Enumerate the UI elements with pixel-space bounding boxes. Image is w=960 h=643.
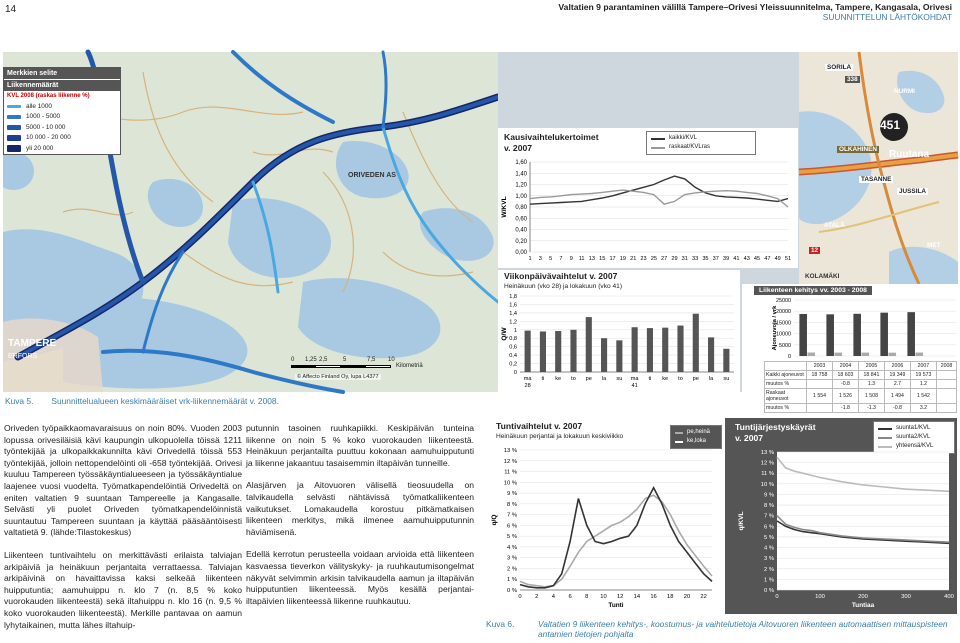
table-row-header: Raskaat ajoneuvot bbox=[765, 389, 807, 404]
region-label: Ruutana bbox=[889, 149, 929, 160]
legend-item-label: 10 000 - 20 000 bbox=[26, 134, 71, 142]
x-tick-label: la bbox=[708, 376, 714, 382]
x-tick-label: 35 bbox=[702, 256, 709, 262]
bar bbox=[525, 331, 531, 372]
x-tick-label: 10 bbox=[600, 594, 607, 600]
y-tick-label: 9 % bbox=[764, 492, 774, 499]
y-tick-label: 12 % bbox=[760, 460, 774, 467]
chart-title: Tuntijärjestyskäyrät bbox=[735, 422, 816, 432]
legend-kvl-label: KVL 2008 (raskas liikenne %) bbox=[7, 93, 90, 99]
scale-value: 2,5 bbox=[319, 357, 328, 363]
table-cell: -0.8 bbox=[884, 404, 910, 413]
y-tick-label: 0,00 bbox=[515, 250, 527, 256]
legend-item-label: yli 20 000 bbox=[26, 144, 54, 152]
y-tick-label: 6 % bbox=[764, 524, 774, 531]
legend-label: pe,heinä bbox=[687, 429, 711, 435]
scale-value: 7,5 bbox=[367, 357, 376, 363]
y-tick-label: 3 % bbox=[507, 555, 517, 562]
x-tick-label: 100 bbox=[815, 594, 825, 600]
legend-item bbox=[4, 122, 120, 133]
table-cell: 1 542 bbox=[910, 389, 936, 404]
place-label: ERFORS bbox=[8, 353, 38, 360]
y-tick-label: 11 % bbox=[504, 469, 517, 476]
table-cell: 19 349 bbox=[884, 371, 910, 380]
y-tick-label: 15000 bbox=[776, 320, 791, 327]
x-tick-label: 12 bbox=[616, 594, 624, 600]
road-number-label: 451 bbox=[880, 118, 901, 132]
chart-subtitle: v. 2007 bbox=[504, 143, 533, 153]
bar bbox=[889, 353, 897, 356]
y-tick-label: 0 bbox=[788, 354, 791, 360]
bar bbox=[723, 349, 729, 372]
y-tick-label: 0,60 bbox=[515, 216, 527, 223]
x-tick-label: 17 bbox=[609, 256, 616, 262]
legend-label: ke,loka bbox=[687, 438, 707, 444]
y-tick-label: 5000 bbox=[779, 342, 791, 349]
bar bbox=[907, 312, 915, 356]
y-tick-label: 1 % bbox=[507, 577, 517, 584]
x-tick-label: la bbox=[601, 376, 607, 382]
legend-swatch bbox=[7, 125, 21, 130]
legend-label: yhteensä/KVL bbox=[896, 443, 934, 449]
y-axis-label: Q/W bbox=[501, 327, 508, 341]
y-tick-label: 2 % bbox=[764, 566, 774, 573]
bar bbox=[632, 327, 638, 372]
legend-subtitle: Liikennemäärät bbox=[4, 79, 120, 91]
bar bbox=[540, 331, 546, 372]
table-cell: 3.2 bbox=[910, 404, 936, 413]
x-tick-label: ma bbox=[523, 376, 532, 382]
y-tick-label: 0,4 bbox=[509, 353, 517, 360]
x-tick-label: 2 bbox=[535, 594, 539, 600]
x-tick-label: 33 bbox=[692, 256, 699, 262]
y-tick-label: 2 % bbox=[507, 566, 517, 573]
chart-title: Liikenteen kehitys vv. 2003 - 2008 bbox=[754, 286, 872, 295]
x-tick-label: to bbox=[571, 376, 576, 382]
x-tick-label: 22 bbox=[700, 594, 707, 600]
x-tick-label: ke bbox=[555, 376, 562, 382]
table-header-cell: 2005 bbox=[858, 362, 884, 371]
table-cell: 1 526 bbox=[832, 389, 858, 404]
x-tick-label: 300 bbox=[901, 594, 911, 600]
paragraph: Oriveden työpaikkaomavaraisuus on noin 80%. Vuoden 2003 lopussa orivesiläisiä kävi kaupungin ulkopuolella töissä 1211 työntekijää ja ulkopaikkakunnilta kävi Orivedellä töissä 553 työntekijää, jolloin nettopendelöinti oli -658 työntekijää. Orivesi kuuluu Tampereen työssäkäyntialueeseen ja työssäkäyntialue laajenee vuosi vuodelta. Työmatkapendelöintiä Orivedeltä on eniten valtatien 9 suuntaan Tampereelle ja Kangasalle. Selvästi yli puolet Oriveden työmatkapendelöinnistä suuntautuu Tampereen suuntaan ja käyttää pääsääntöisesti valtatietä 9. (lähde:Tilastokeskus) bbox=[4, 423, 242, 538]
table-cell: 18 841 bbox=[858, 371, 884, 380]
x-tick-label: 4 bbox=[551, 594, 556, 600]
table-header-cell: 2004 bbox=[832, 362, 858, 371]
legend-label: suunta1/KVL bbox=[896, 425, 931, 431]
x-tick-label: 9 bbox=[569, 256, 573, 262]
chart-title: Viikonpäivävaihtelut v. 2007 bbox=[504, 271, 618, 281]
x-tick-label: 3 bbox=[538, 256, 542, 262]
scale-value: 5 bbox=[343, 357, 347, 363]
x-tick-label: 16 bbox=[650, 594, 657, 600]
map-copyright: © Affecto Finland Oy, lupa L4377 bbox=[297, 374, 379, 380]
x-tick-label: 6 bbox=[568, 594, 572, 600]
x-tick-label: 7 bbox=[559, 256, 563, 262]
chart-title: Kausivaihtelukertoimet bbox=[504, 132, 599, 142]
table-cell: -1.8 bbox=[832, 404, 858, 413]
y-tick-label: 1,6 bbox=[509, 302, 517, 309]
y-tick-label: 0,80 bbox=[515, 205, 527, 211]
bar bbox=[586, 317, 592, 372]
y-tick-label: 13 % bbox=[760, 450, 774, 456]
table-cell bbox=[807, 380, 833, 389]
paragraph: putunnin tasoinen ruuhkapiikki. Keskipäivän tunteina liikenne on noin 5 % koko vuorokauden liikenteestä. Heinäkuun perjantailta puuttuu kokonaan aamuhuipputunti ja liikenne jakaantuu tasaisemmin iltapäivän tunneille. bbox=[246, 423, 474, 468]
y-tick-label: 13 % bbox=[503, 448, 517, 454]
bar bbox=[662, 328, 668, 372]
figure-caption bbox=[5, 396, 297, 406]
caption-label: Kuva 5. bbox=[5, 396, 34, 406]
x-tick-label: 43 bbox=[743, 256, 750, 262]
region-label: ATALÄ bbox=[824, 222, 845, 229]
y-tick-label: 4 % bbox=[764, 545, 774, 552]
y-tick-label: 10 % bbox=[503, 480, 517, 487]
paragraph: Liikenteen tuntivaihtelu on merkittävästi erilaista talviajan arkipäiviä ja heinäkuun perjantaita verrattaessa. Talviajan arkipäivinä on havaittavissa kaksi selkeää liikenteen huipputuntia; aamuhuippu n. klo 7 (n. 8,5 % koko vuorokauden liikenteestä) sekä iltahuippu n. klo 16 (n. 9,5 % koko vuorokauden liikenteestä). Merkille pantavaa on aamun lyhytaikainen, mutta lähes iltahuip- bbox=[4, 549, 242, 630]
bar bbox=[799, 314, 807, 356]
y-tick-label: 7 % bbox=[764, 513, 774, 520]
table-header-cell: 2006 bbox=[884, 362, 910, 371]
x-tick-label: 29 bbox=[671, 256, 678, 262]
bar bbox=[647, 328, 653, 372]
legend-label: suunta2/KVL bbox=[896, 434, 931, 440]
season-chart bbox=[498, 128, 798, 268]
caption-text: Suunnittelualueen keskimääräiset vrk-liikennemäärät v. 2008. bbox=[51, 396, 279, 406]
y-tick-label: 0,6 bbox=[509, 344, 517, 351]
week-label: 41 bbox=[631, 383, 638, 389]
map-legend bbox=[3, 67, 121, 155]
y-tick-label: 1,8 bbox=[509, 294, 517, 300]
x-tick-label: 14 bbox=[633, 594, 641, 600]
road-number-label: 12 bbox=[811, 247, 819, 254]
x-tick-label: 49 bbox=[774, 256, 781, 262]
legend-swatch bbox=[7, 145, 21, 152]
x-tick-label: 0 bbox=[518, 594, 522, 600]
x-tick-label: 45 bbox=[753, 256, 761, 262]
bar bbox=[835, 353, 843, 356]
body-column-1 bbox=[4, 423, 242, 642]
chart-subtitle: Heinäkuun (vko 28) ja lokakuun (vko 41) bbox=[504, 283, 623, 290]
bar bbox=[916, 353, 924, 356]
region-label: SORILA bbox=[827, 64, 852, 71]
y-axis-label: Ajoneuvoja / vrk bbox=[772, 305, 778, 351]
legend-label: raskaat/KVLras bbox=[669, 144, 711, 150]
y-tick-label: 0,40 bbox=[515, 227, 527, 234]
y-tick-label: 7 % bbox=[507, 512, 517, 519]
season-chart-plot bbox=[498, 128, 798, 268]
bar bbox=[880, 313, 888, 356]
table-cell bbox=[936, 371, 956, 380]
x-tick-label: 400 bbox=[944, 594, 954, 600]
x-tick-label: 41 bbox=[733, 256, 740, 262]
table-cell: 1 494 bbox=[884, 389, 910, 404]
x-tick-label: ti bbox=[541, 376, 545, 382]
table-row bbox=[765, 371, 957, 380]
x-tick-label: 47 bbox=[764, 256, 771, 262]
x-tick-label: 11 bbox=[578, 256, 585, 262]
x-tick-label: 25 bbox=[650, 256, 657, 262]
weekday-chart-plot bbox=[498, 270, 740, 392]
page-header bbox=[0, 0, 960, 28]
y-tick-label: 0,20 bbox=[515, 238, 527, 245]
weekday-chart bbox=[498, 270, 740, 392]
body-column-2 bbox=[246, 423, 474, 618]
table-row-header: muutos % bbox=[765, 404, 807, 413]
bar bbox=[616, 340, 622, 372]
bar bbox=[826, 314, 834, 356]
region-map-graphic bbox=[799, 52, 958, 284]
y-tick-label: 9 % bbox=[507, 491, 517, 498]
x-tick-label: 31 bbox=[681, 256, 688, 262]
y-tick-label: 5 % bbox=[764, 534, 774, 541]
road-number-label: 338 bbox=[847, 76, 858, 83]
x-tick-label: 0 bbox=[775, 594, 779, 600]
week-label: 28 bbox=[524, 383, 531, 389]
x-tick-label: 19 bbox=[619, 256, 626, 262]
x-tick-label: 39 bbox=[722, 256, 730, 262]
table-cell bbox=[936, 389, 956, 404]
table-header-cell: 2003 bbox=[807, 362, 833, 371]
table-row bbox=[765, 404, 957, 413]
bar bbox=[708, 337, 714, 372]
place-label: ORIVEDEN AS bbox=[348, 172, 396, 179]
traffic-growth-chart bbox=[742, 284, 958, 411]
legend-swatch bbox=[7, 115, 21, 119]
x-tick-label: 1 bbox=[528, 256, 532, 262]
y-tick-label: 0 % bbox=[764, 588, 774, 594]
chart-subtitle: Heinäkuun perjantai ja lokakuun keskiviikko bbox=[496, 433, 624, 440]
legend-item bbox=[4, 101, 120, 112]
paragraph: Alasjärven ja Aitovuoren välisellä tieosuudella on talvikaudella selvästi nähtävissä työmatkaliikenteen vaikutukset. Lomakaudella korostuu pitkämatkaisen liikenteen merkitys, mikä ilmenee aamuhuipputunnin häviämisenä. bbox=[246, 480, 474, 537]
y-tick-label: 11 % bbox=[761, 471, 774, 478]
y-tick-label: 0,2 bbox=[509, 361, 517, 368]
y-tick-label: 5 % bbox=[507, 534, 517, 541]
y-tick-label: 0 % bbox=[507, 588, 517, 594]
legend-title: Merkkien selite bbox=[4, 68, 120, 79]
y-tick-label: 1,40 bbox=[515, 171, 527, 178]
y-tick-label: 10 % bbox=[760, 481, 774, 488]
legend-item-label: alle 1000 bbox=[26, 102, 52, 110]
table-cell bbox=[936, 380, 956, 389]
y-axis-label: q/Q bbox=[491, 514, 498, 526]
x-tick-label: 5 bbox=[549, 256, 553, 262]
legend-swatch bbox=[7, 105, 21, 108]
y-tick-label: 8 % bbox=[507, 501, 517, 508]
x-tick-label: 15 bbox=[599, 256, 606, 262]
table-cell: 1.3 bbox=[858, 380, 884, 389]
x-tick-label: su bbox=[616, 376, 623, 382]
legend-item bbox=[4, 112, 120, 123]
x-tick-label: 27 bbox=[661, 256, 668, 262]
page-number: 14 bbox=[5, 4, 17, 15]
y-tick-label: 1,4 bbox=[509, 310, 517, 317]
y-tick-label: 3 % bbox=[764, 556, 774, 563]
legend-swatch bbox=[7, 135, 21, 141]
x-tick-label: 37 bbox=[712, 256, 719, 262]
bar bbox=[570, 330, 576, 372]
table-cell: 1.2 bbox=[910, 380, 936, 389]
table-row-header: muutos % bbox=[765, 380, 807, 389]
x-tick-label: 20 bbox=[683, 594, 691, 600]
table-row bbox=[765, 389, 957, 404]
traffic-growth-table bbox=[764, 361, 957, 413]
x-tick-label: 23 bbox=[640, 256, 647, 262]
table-header-row bbox=[765, 362, 957, 371]
table-header-cell: 2007 bbox=[910, 362, 936, 371]
y-tick-label: 25000 bbox=[776, 298, 791, 304]
traffic-map bbox=[3, 52, 498, 392]
y-tick-label: 4 % bbox=[507, 544, 517, 551]
y-tick-label: 1 bbox=[513, 327, 517, 334]
x-tick-label: to bbox=[678, 376, 683, 382]
y-tick-label: 1,2 bbox=[509, 319, 517, 326]
x-tick-label: ti bbox=[648, 376, 652, 382]
caption-label: Kuva 6. bbox=[486, 619, 515, 629]
hour-order-chart bbox=[725, 418, 957, 614]
x-tick-label: su bbox=[723, 376, 730, 382]
table-cell bbox=[807, 404, 833, 413]
y-tick-label: 6 % bbox=[507, 523, 517, 530]
bar bbox=[862, 353, 870, 356]
x-tick-label: 51 bbox=[784, 256, 792, 262]
y-tick-label: 0,8 bbox=[509, 336, 517, 343]
x-tick-label: 8 bbox=[585, 594, 589, 600]
legend-item bbox=[4, 143, 120, 154]
region-label: NURMI bbox=[894, 88, 915, 95]
bar bbox=[555, 331, 561, 372]
legend-item-label: 5000 - 10 000 bbox=[26, 123, 66, 131]
y-tick-label: 10000 bbox=[776, 331, 791, 338]
bar bbox=[677, 326, 683, 372]
legend-label: kaikki/KVL bbox=[669, 135, 698, 141]
scale-unit: Kilometriä bbox=[396, 363, 423, 369]
place-label: TAMPERE bbox=[8, 338, 57, 349]
y-tick-label: 0 bbox=[513, 370, 517, 376]
region-label: KOLAMÄKI bbox=[805, 273, 840, 280]
region-label: OLKAHINEN bbox=[839, 146, 877, 153]
x-tick-label: 18 bbox=[667, 594, 674, 600]
y-tick-label: 1 % bbox=[764, 577, 774, 584]
region-label: TASANNE bbox=[861, 176, 892, 183]
caption-text: Valtatien 9 liikenteen kehitys-, koostumus- ja vaihtelutietoja Aitovuoren liikenteen automaattisen mittauspisteen antamien tietojen pohjalta bbox=[538, 619, 948, 639]
x-tick-label: 13 bbox=[588, 256, 596, 262]
table-cell: 1 508 bbox=[858, 389, 884, 404]
legend-item-label: 1000 - 5000 bbox=[26, 113, 61, 121]
section-title: SUUNNITTELUN LÄHTÖKOHDAT bbox=[822, 12, 952, 22]
scale-value: 1,25 bbox=[305, 357, 317, 363]
y-tick-label: 20000 bbox=[776, 309, 791, 316]
bar bbox=[853, 314, 861, 356]
bar bbox=[601, 338, 607, 372]
bar bbox=[693, 314, 699, 372]
y-axis-label: W/KVL bbox=[501, 196, 508, 218]
table-cell: 18 758 bbox=[807, 371, 833, 380]
y-tick-label: 1,20 bbox=[515, 182, 527, 189]
document-title: Valtatien 9 parantaminen välillä Tampere–Orivesi Yleissuunnitelma, Tampere, Kangasala, Orivesi bbox=[558, 2, 952, 12]
bar bbox=[808, 353, 816, 356]
y-tick-label: 12 % bbox=[503, 458, 517, 465]
y-axis-label: q/KVL bbox=[738, 511, 745, 531]
scale-value: 10 bbox=[388, 357, 395, 363]
chart-title: Tuntivaihtelut v. 2007 bbox=[496, 421, 583, 431]
x-tick-label: ke bbox=[662, 376, 669, 382]
scale-value: 0 bbox=[291, 357, 295, 363]
chart-subtitle: v. 2007 bbox=[735, 433, 764, 443]
x-tick-label: pe bbox=[585, 376, 592, 382]
table-cell: 18 603 bbox=[832, 371, 858, 380]
table-cell: -1.3 bbox=[858, 404, 884, 413]
region-label: JUSSILA bbox=[899, 188, 926, 195]
x-tick-label: pe bbox=[692, 376, 699, 382]
hour-order-chart-plot bbox=[725, 418, 957, 614]
hourly-chart bbox=[486, 418, 723, 614]
table-cell: 2.7 bbox=[884, 380, 910, 389]
table-cell: 1 554 bbox=[807, 389, 833, 404]
table-cell bbox=[936, 404, 956, 413]
table-row-header: Kaikki ajoneuvot bbox=[765, 371, 807, 380]
x-tick-label: 200 bbox=[858, 594, 868, 600]
table-cell: -0.8 bbox=[832, 380, 858, 389]
legend-item bbox=[4, 133, 120, 144]
series-line bbox=[520, 495, 712, 587]
y-tick-label: 1,60 bbox=[515, 160, 527, 166]
table-cell: 19 573 bbox=[910, 371, 936, 380]
x-axis-label: Tuntiaa bbox=[851, 602, 875, 609]
paragraph: Edellä kerrotun perusteella voidaan arvioida että liikenteen kasvaessa tieverkon välityskyky- ja ruuhkautumisongelmat näkyvät selvimmin arkisin talvikaudella aamun ja iltapäivän huipputuntien liikenteessä. Myös kesällä perjantai-iltapäivien liikenteessä liikenne ruuhkautuu. bbox=[246, 549, 474, 606]
y-tick-label: 8 % bbox=[764, 503, 774, 510]
x-tick-label: 21 bbox=[630, 256, 637, 262]
region-map bbox=[799, 52, 958, 284]
table-row bbox=[765, 380, 957, 389]
table-header-cell: 2008 bbox=[936, 362, 956, 371]
y-tick-label: 1,00 bbox=[515, 193, 527, 200]
region-label: MET bbox=[927, 242, 941, 249]
hourly-chart-plot bbox=[486, 418, 723, 614]
x-axis-label: Tunti bbox=[608, 602, 624, 609]
x-tick-label: ma bbox=[630, 376, 639, 382]
